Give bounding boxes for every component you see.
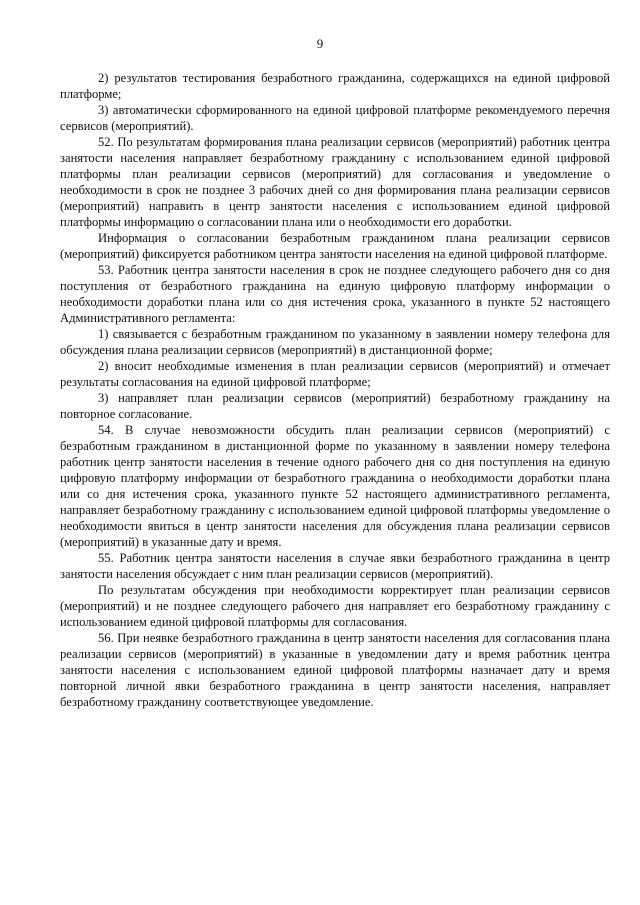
document-body (60, 70, 610, 710)
paragraph-clause-52-info: Информация о согласовании безработным гражданином плана реализации сервисов (мероприятий) фиксируется работником центра занятости населения на единой цифровой платформе. (60, 231, 610, 261)
paragraph-clause-55-followup: По результатам обсуждения при необходимости корректирует план реализации сервисов (мероприятий) и не позднее следующего рабочего дня направляет его безработному гражданину с использованием единой цифровой платформы для согласования. (60, 583, 610, 629)
paragraph-clause-53-item-3: 3) направляет план реализации сервисов (мероприятий) безработному гражданину на повторное согласование. (60, 391, 610, 421)
paragraph-clause-54: 54. В случае невозможности обсудить план реализации сервисов (мероприятий) с безработным гражданином в дистанционной форме по указанному в заявлении номеру телефона работник центр занятости населения в течение одного рабочего дня со дня поступления на единую цифровую платформу информации от безработного гражданина о необходимости доработки плана или со дня истечения срока, указанного пункте 52 настоящего административного регламента, направляет безработному гражданину с использованием единой цифровой платформы уведомление о необходимости явиться в центр занятости населения для обсуждения плана реализации сервисов (мероприятий) в указанные дату и время. (60, 423, 610, 549)
paragraph-item-3: 3) автоматически сформированного на единой цифровой платформе рекомендуемого перечня сервисов (мероприятий). (60, 103, 610, 133)
paragraph-clause-53: 53. Работник центра занятости населения в срок не позднее следующего рабочего дня со дня поступления от безработного гражданина на единую цифровую платформу информации о необходимости доработки плана или со дня истечения срока, указанного в пункте 52 настоящего Административного регламента: (60, 263, 610, 325)
paragraph-clause-55: 55. Работник центра занятости населения в случае явки безработного гражданина в центр занятости населения обсуждает с ним план реализации сервисов (мероприятий). (60, 551, 610, 581)
paragraph-clause-53-item-2: 2) вносит необходимые изменения в план реализации сервисов (мероприятий) и отмечает результаты согласования на единой цифровой платформе; (60, 359, 610, 389)
paragraph-clause-56: 56. При неявке безработного гражданина в центр занятости населения для согласования плана реализации сервисов (мероприятий) в указанные в уведомлении дату и время работник центра занятости населения с использованием единой цифровой платформы назначает дату и время повторной личной явки безработного гражданина в центр занятости населения, направляет безработному гражданину соответствующее уведомление. (60, 631, 610, 709)
page-number: 9 (316, 36, 324, 51)
paragraph-item-2: 2) результатов тестирования безработного гражданина, содержащихся на единой цифровой платформе; (60, 71, 610, 101)
paragraph-clause-53-item-1: 1) связывается с безработным гражданином по указанному в заявлении номеру телефона для обсуждения плана реализации сервисов (мероприятий) в дистанционной форме; (60, 327, 610, 357)
paragraph-clause-52: 52. По результатам формирования плана реализации сервисов (мероприятий) работник центра занятости населения направляет безработному гражданину с использованием единой цифровой платформы план реализации сервисов (мероприятий) для согласования и уведомление о необходимости в срок не позднее 3 рабочих дней со дня формирования плана реализации сервисов (мероприятий) направить в центр занятости населения с использованием единой цифровой платформы информацию о согласовании плана или о необходимости его доработки. (60, 135, 610, 229)
